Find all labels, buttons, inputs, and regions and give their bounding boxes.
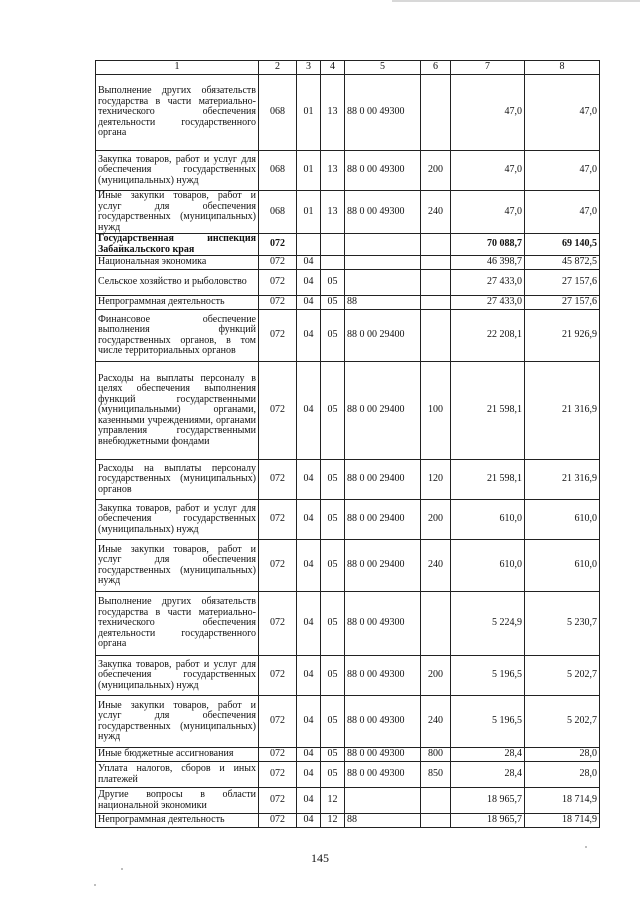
header-cell: 7 (451, 61, 525, 75)
amount-year1-cell: 47,0 (451, 191, 525, 234)
amount-year2-cell: 5 202,7 (525, 656, 600, 696)
expense-type-cell: 200 (421, 151, 451, 191)
row-name-cell: Иные закупки товаров, работ и услуг для обеспечения государственных (муниципальных) нужд (96, 696, 259, 748)
table-row (96, 256, 600, 270)
subsection-code-cell (321, 256, 345, 270)
amount-year2-cell: 5 202,7 (525, 696, 600, 748)
row-name-cell: Закупка товаров, работ и услуг для обеспечения государственных (муниципальных) нужд (96, 500, 259, 540)
subsection-code-cell (321, 234, 345, 256)
row-name-cell: Другие вопросы в области национальной экономики (96, 788, 259, 814)
table-row (96, 788, 600, 814)
subsection-code-cell: 05 (321, 592, 345, 656)
subsection-code-cell: 05 (321, 310, 345, 362)
subsection-code-cell: 12 (321, 788, 345, 814)
amount-year2-cell: 21 926,9 (525, 310, 600, 362)
section-code-cell: 04 (297, 296, 321, 310)
expense-type-cell (421, 75, 451, 151)
row-name-cell: Непрограммная деятельность (96, 814, 259, 828)
amount-year2-cell: 47,0 (525, 75, 600, 151)
section-code-cell: 04 (297, 696, 321, 748)
table-row (96, 540, 600, 592)
row-name-cell: Расходы на выплаты персоналу государственных (муниципальных) органов (96, 460, 259, 500)
subsection-code-cell: 05 (321, 296, 345, 310)
row-name-cell: Финансовое обеспечение выполнения функций государственных органов, в том числе территориальных органов (96, 310, 259, 362)
section-code-cell: 01 (297, 75, 321, 151)
table-row (96, 191, 600, 234)
expense-type-cell: 240 (421, 696, 451, 748)
expense-type-cell (421, 814, 451, 828)
row-name-cell: Иные закупки товаров, работ и услуг для обеспечения государственных (муниципальных) нужд (96, 191, 259, 234)
table-row (96, 500, 600, 540)
row-name-cell: Государственная инспекция Забайкальского края (96, 234, 259, 256)
section-code-cell: 04 (297, 814, 321, 828)
amount-year2-cell: 21 316,9 (525, 362, 600, 460)
page-number: 145 (311, 851, 329, 865)
header-cell: 1 (96, 61, 259, 75)
subsection-code-cell: 13 (321, 151, 345, 191)
table-row (96, 310, 600, 362)
amount-year1-cell: 46 398,7 (451, 256, 525, 270)
table-row (96, 270, 600, 296)
amount-year1-cell: 18 965,7 (451, 788, 525, 814)
amount-year2-cell: 47,0 (525, 191, 600, 234)
subsection-code-cell: 12 (321, 814, 345, 828)
section-code-cell: 04 (297, 592, 321, 656)
target-article-cell: 88 0 00 49300 (345, 191, 421, 234)
amount-year1-cell: 47,0 (451, 75, 525, 151)
admin-code-cell: 072 (259, 296, 297, 310)
expense-type-cell (421, 256, 451, 270)
scan-edge-line (392, 0, 640, 2)
amount-year2-cell: 18 714,9 (525, 814, 600, 828)
section-code-cell: 04 (297, 460, 321, 500)
admin-code-cell: 072 (259, 460, 297, 500)
amount-year2-cell: 69 140,5 (525, 234, 600, 256)
amount-year1-cell: 28,4 (451, 748, 525, 762)
table-row (96, 75, 600, 151)
target-article-cell (345, 234, 421, 256)
subsection-code-cell: 05 (321, 460, 345, 500)
target-article-cell: 88 (345, 814, 421, 828)
target-article-cell: 88 (345, 296, 421, 310)
amount-year1-cell: 70 088,7 (451, 234, 525, 256)
section-code-cell: 04 (297, 540, 321, 592)
row-name-cell: Закупка товаров, работ и услуг для обеспечения государственных (муниципальных) нужд (96, 151, 259, 191)
row-name-cell: Выполнение других обязательств государства в части материально-технического обеспечения деятельности государственного органа (96, 592, 259, 656)
amount-year2-cell: 5 230,7 (525, 592, 600, 656)
section-code-cell: 04 (297, 762, 321, 788)
target-article-cell: 88 0 00 49300 (345, 656, 421, 696)
expense-type-cell (421, 592, 451, 656)
amount-year1-cell: 21 598,1 (451, 362, 525, 460)
expense-type-cell (421, 310, 451, 362)
header-cell: 4 (321, 61, 345, 75)
expense-type-cell: 200 (421, 500, 451, 540)
amount-year2-cell: 28,0 (525, 748, 600, 762)
expense-type-cell (421, 296, 451, 310)
table-row (96, 151, 600, 191)
admin-code-cell: 072 (259, 234, 297, 256)
header-cell: 2 (259, 61, 297, 75)
expense-type-cell: 850 (421, 762, 451, 788)
subsection-code-cell: 13 (321, 191, 345, 234)
target-article-cell: 88 0 00 29400 (345, 362, 421, 460)
budget-table-container (95, 60, 599, 828)
section-code-cell: 04 (297, 748, 321, 762)
admin-code-cell: 072 (259, 500, 297, 540)
amount-year2-cell: 28,0 (525, 762, 600, 788)
subsection-code-cell: 05 (321, 656, 345, 696)
target-article-cell: 88 0 00 49300 (345, 696, 421, 748)
target-article-cell: 88 0 00 29400 (345, 540, 421, 592)
expense-type-cell (421, 270, 451, 296)
row-name-cell: Сельское хозяйство и рыболовство (96, 270, 259, 296)
expense-type-cell: 120 (421, 460, 451, 500)
admin-code-cell: 072 (259, 656, 297, 696)
budget-table (95, 60, 600, 828)
target-article-cell (345, 270, 421, 296)
amount-year2-cell: 45 872,5 (525, 256, 600, 270)
row-name-cell: Уплата налогов, сборов и иных платежей (96, 762, 259, 788)
admin-code-cell: 072 (259, 748, 297, 762)
section-code-cell: 04 (297, 270, 321, 296)
row-name-cell: Иные бюджетные ассигнования (96, 748, 259, 762)
section-code-cell: 04 (297, 500, 321, 540)
subsection-code-cell: 05 (321, 540, 345, 592)
table-row (96, 234, 600, 256)
header-cell: 6 (421, 61, 451, 75)
section-code-cell: 04 (297, 362, 321, 460)
admin-code-cell: 072 (259, 256, 297, 270)
section-code-cell: 04 (297, 310, 321, 362)
amount-year2-cell: 610,0 (525, 540, 600, 592)
section-code-cell: 04 (297, 788, 321, 814)
subsection-code-cell: 05 (321, 762, 345, 788)
target-article-cell (345, 788, 421, 814)
amount-year1-cell: 5 224,9 (451, 592, 525, 656)
row-name-cell: Закупка товаров, работ и услуг для обеспечения государственных (муниципальных) нужд (96, 656, 259, 696)
amount-year1-cell: 18 965,7 (451, 814, 525, 828)
row-name-cell: Расходы на выплаты персоналу в целях обеспечения выполнения функций государственными (муниципальными) органами, казенными учреждениями, органами управления государственными внебюджетными фондами (96, 362, 259, 460)
subsection-code-cell: 05 (321, 748, 345, 762)
admin-code-cell: 072 (259, 762, 297, 788)
section-code-cell: 04 (297, 256, 321, 270)
expense-type-cell: 240 (421, 540, 451, 592)
amount-year2-cell: 610,0 (525, 500, 600, 540)
amount-year2-cell: 21 316,9 (525, 460, 600, 500)
table-row (96, 296, 600, 310)
expense-type-cell (421, 234, 451, 256)
amount-year1-cell: 28,4 (451, 762, 525, 788)
table-row (96, 814, 600, 828)
expense-type-cell (421, 788, 451, 814)
admin-code-cell: 068 (259, 75, 297, 151)
section-code-cell: 01 (297, 191, 321, 234)
target-article-cell: 88 0 00 49300 (345, 592, 421, 656)
row-name-cell: Непрограммная деятельность (96, 296, 259, 310)
target-article-cell: 88 0 00 29400 (345, 310, 421, 362)
admin-code-cell: 068 (259, 151, 297, 191)
row-name-cell: Национальная экономика (96, 256, 259, 270)
header-row (96, 61, 600, 75)
table-row (96, 362, 600, 460)
admin-code-cell: 072 (259, 696, 297, 748)
admin-code-cell: 072 (259, 270, 297, 296)
subsection-code-cell: 05 (321, 270, 345, 296)
admin-code-cell: 072 (259, 592, 297, 656)
amount-year2-cell: 27 157,6 (525, 270, 600, 296)
expense-type-cell: 200 (421, 656, 451, 696)
amount-year2-cell: 18 714,9 (525, 788, 600, 814)
amount-year1-cell: 5 196,5 (451, 696, 525, 748)
admin-code-cell: 072 (259, 362, 297, 460)
table-row (96, 656, 600, 696)
section-code-cell: 04 (297, 656, 321, 696)
admin-code-cell: 068 (259, 191, 297, 234)
target-article-cell: 88 0 00 29400 (345, 460, 421, 500)
row-name-cell: Иные закупки товаров, работ и услуг для обеспечения государственных (муниципальных) нужд (96, 540, 259, 592)
amount-year1-cell: 47,0 (451, 151, 525, 191)
table-row (96, 460, 600, 500)
admin-code-cell: 072 (259, 788, 297, 814)
target-article-cell: 88 0 00 49300 (345, 151, 421, 191)
target-article-cell: 88 0 00 49300 (345, 75, 421, 151)
row-name-cell: Выполнение других обязательств государства в части материально-технического обеспечения деятельности государственного органа (96, 75, 259, 151)
header-cell: 3 (297, 61, 321, 75)
table-row (96, 696, 600, 748)
table-row (96, 592, 600, 656)
section-code-cell: 01 (297, 151, 321, 191)
amount-year2-cell: 47,0 (525, 151, 600, 191)
expense-type-cell: 800 (421, 748, 451, 762)
admin-code-cell: 072 (259, 540, 297, 592)
expense-type-cell: 100 (421, 362, 451, 460)
table-row (96, 748, 600, 762)
amount-year2-cell: 27 157,6 (525, 296, 600, 310)
amount-year1-cell: 5 196,5 (451, 656, 525, 696)
table-body (96, 75, 600, 828)
amount-year1-cell: 22 208,1 (451, 310, 525, 362)
target-article-cell: 88 0 00 29400 (345, 500, 421, 540)
scan-speck (94, 884, 96, 886)
target-article-cell (345, 256, 421, 270)
subsection-code-cell: 05 (321, 362, 345, 460)
header-cell: 5 (345, 61, 421, 75)
amount-year1-cell: 27 433,0 (451, 296, 525, 310)
admin-code-cell: 072 (259, 310, 297, 362)
target-article-cell: 88 0 00 49300 (345, 762, 421, 788)
amount-year1-cell: 610,0 (451, 500, 525, 540)
subsection-code-cell: 05 (321, 500, 345, 540)
amount-year1-cell: 27 433,0 (451, 270, 525, 296)
amount-year1-cell: 21 598,1 (451, 460, 525, 500)
amount-year1-cell: 610,0 (451, 540, 525, 592)
expense-type-cell: 240 (421, 191, 451, 234)
scan-speck (121, 868, 123, 870)
subsection-code-cell: 05 (321, 696, 345, 748)
header-cell: 8 (525, 61, 600, 75)
table-row (96, 762, 600, 788)
section-code-cell (297, 234, 321, 256)
target-article-cell: 88 0 00 49300 (345, 748, 421, 762)
scan-speck (585, 846, 587, 848)
admin-code-cell: 072 (259, 814, 297, 828)
subsection-code-cell: 13 (321, 75, 345, 151)
